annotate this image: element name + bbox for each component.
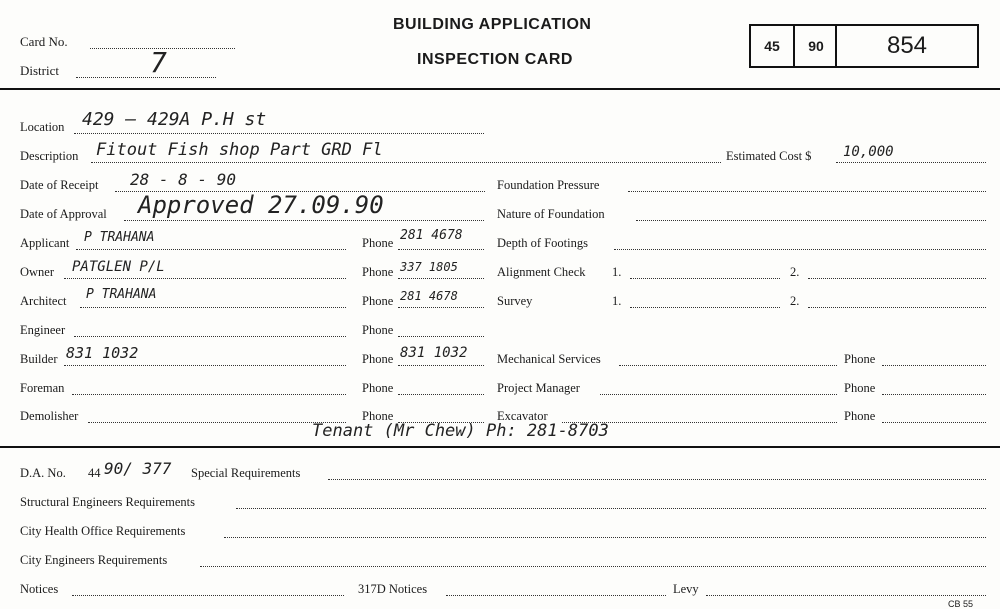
nature-foundation-line[interactable] (636, 220, 986, 221)
survey-line-2[interactable] (808, 307, 986, 308)
da-value: 90/ 377 (104, 459, 172, 478)
box-cell-number: 854 (835, 26, 977, 66)
health-requirements-line[interactable] (224, 537, 986, 538)
survey-num2: 2. (790, 294, 800, 308)
levy-label: Levy (673, 582, 699, 596)
location-value: 429 – 429A P.H st (82, 109, 267, 130)
foundation-pressure-label: Foundation Pressure (497, 178, 600, 192)
architect-phone-line[interactable] (398, 307, 484, 308)
applicant-phone-line[interactable] (398, 249, 484, 250)
header-divider (0, 88, 1000, 90)
levy-line[interactable] (706, 595, 986, 596)
architect-line[interactable] (80, 307, 346, 308)
description-line[interactable] (91, 162, 721, 163)
special-requirements-label: Special Requirements (191, 466, 301, 480)
form-code: CB 55 (948, 599, 974, 609)
builder-label: Builder (20, 352, 58, 366)
foreman-phone-label: Phone (362, 381, 394, 395)
mechanical-phone-line[interactable] (882, 365, 986, 366)
form-title-line1: BUILDING APPLICATION (393, 16, 592, 33)
owner-value: PATGLEN P/L (72, 259, 165, 275)
applicant-phone-value: 281 4678 (400, 228, 463, 243)
district-label: District (20, 63, 59, 78)
applicant-line[interactable] (76, 249, 346, 250)
alignment-line-2[interactable] (808, 278, 986, 279)
structural-requirements-label: Structural Engineers Requirements (20, 495, 195, 509)
survey-num1: 1. (612, 294, 622, 308)
excavator-label: Excavator (497, 409, 548, 423)
receipt-value: 28 - 8 - 90 (130, 170, 236, 189)
project-manager-phone-line[interactable] (882, 394, 986, 395)
structural-requirements-line[interactable] (236, 508, 986, 509)
foundation-pressure-line[interactable] (628, 191, 986, 192)
builder-phone-value: 831 1032 (400, 345, 468, 361)
da-prefix: 44 (88, 466, 101, 480)
builder-line[interactable] (64, 365, 346, 366)
applicant-phone-label: Phone (362, 236, 394, 250)
applicant-label: Applicant (20, 236, 70, 250)
description-label: Description (20, 149, 79, 163)
mechanical-phone-label: Phone (844, 352, 876, 366)
alignment-check-label: Alignment Check (497, 265, 586, 279)
project-manager-line[interactable] (600, 394, 837, 395)
foreman-line[interactable] (72, 394, 346, 395)
special-requirements-line[interactable] (328, 479, 986, 480)
builder-value: 831 1032 (66, 344, 139, 362)
engineer-phone-line[interactable] (398, 336, 484, 337)
builder-phone-line[interactable] (398, 365, 484, 366)
demolisher-line[interactable] (88, 422, 346, 423)
alignment-line-1[interactable] (630, 278, 780, 279)
project-manager-phone-label: Phone (844, 381, 876, 395)
estimated-cost-line[interactable] (836, 162, 986, 163)
survey-line-1[interactable] (630, 307, 780, 308)
da-no-label: D.A. No. (20, 466, 66, 480)
architect-phone-label: Phone (362, 294, 394, 308)
mechanical-services-line[interactable] (619, 365, 837, 366)
architect-label: Architect (20, 294, 67, 308)
excavator-phone-line[interactable] (882, 422, 986, 423)
location-line[interactable] (74, 133, 484, 134)
notices-line[interactable] (72, 595, 344, 596)
approval-line[interactable] (124, 220, 484, 221)
owner-label: Owner (20, 265, 55, 279)
owner-line[interactable] (64, 278, 346, 279)
depth-footings-label: Depth of Footings (497, 236, 588, 250)
city-engineers-requirements-line[interactable] (200, 566, 986, 567)
health-requirements-label: City Health Office Requirements (20, 524, 186, 538)
card-number-box (749, 24, 979, 68)
owner-phone-value: 337 1805 (400, 260, 458, 274)
owner-phone-line[interactable] (398, 278, 484, 279)
engineer-line[interactable] (74, 336, 346, 337)
form-title-line2: INSPECTION CARD (417, 51, 573, 68)
alignment-num1: 1. (612, 265, 622, 279)
alignment-num2: 2. (790, 265, 800, 279)
nature-foundation-label: Nature of Foundation (497, 207, 605, 221)
notices-317d-label: 317D Notices (358, 582, 428, 596)
engineer-phone-label: Phone (362, 323, 394, 337)
box-cell-b: 90 (793, 26, 837, 66)
estimated-cost-label: Estimated Cost $ (726, 149, 812, 163)
middle-divider (0, 446, 1000, 448)
tenant-note: Tenant (Mr Chew) Ph: 281-8703 (312, 421, 609, 441)
excavator-phone-label: Phone (844, 409, 876, 423)
approval-label: Date of Approval (20, 207, 107, 221)
architect-value: P TRAHANA (86, 287, 157, 302)
owner-phone-label: Phone (362, 265, 394, 279)
demolisher-phone-label: Phone (362, 409, 394, 423)
description-value: Fitout Fish shop Part GRD Fl (96, 140, 383, 160)
foreman-phone-line[interactable] (398, 394, 484, 395)
notices-317d-line[interactable] (446, 595, 666, 596)
receipt-label: Date of Receipt (20, 178, 99, 192)
location-label: Location (20, 120, 65, 134)
card-no-label: Card No. (20, 34, 68, 49)
builder-phone-label: Phone (362, 352, 394, 366)
approval-value: Approved 27.09.90 (138, 191, 384, 219)
applicant-value: P TRAHANA (84, 230, 155, 245)
depth-footings-line[interactable] (614, 249, 986, 250)
district-line[interactable] (76, 77, 216, 78)
estimated-cost-value: 10,000 (843, 144, 894, 160)
district-value: 7 (150, 46, 167, 79)
city-engineers-requirements-label: City Engineers Requirements (20, 553, 168, 567)
notices-label: Notices (20, 582, 59, 596)
foreman-label: Foreman (20, 381, 65, 395)
mechanical-services-label: Mechanical Services (497, 352, 601, 366)
demolisher-label: Demolisher (20, 409, 79, 423)
box-cell-a: 45 (764, 38, 780, 54)
survey-label: Survey (497, 294, 533, 308)
project-manager-label: Project Manager (497, 381, 580, 395)
engineer-label: Engineer (20, 323, 66, 337)
architect-phone-value: 281 4678 (400, 289, 458, 303)
